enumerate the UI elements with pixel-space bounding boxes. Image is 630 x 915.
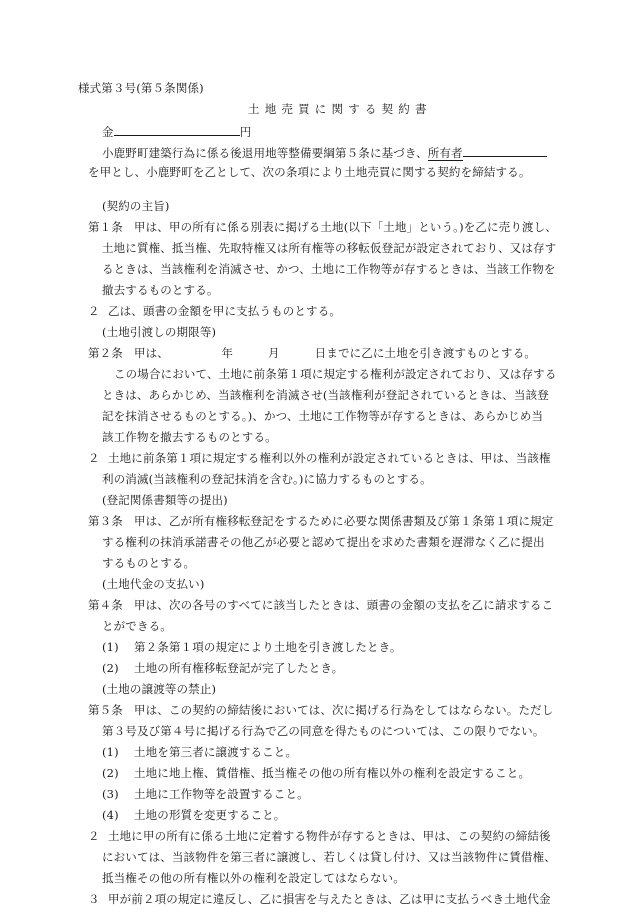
document-title: 土地売買に関する契約書 (248, 102, 432, 116)
article-2-continuation: 記を抹消させるものとする。)、かつ、土地に工作物等が存するときは、あらかじめ当 (102, 409, 544, 423)
article-4-text: 甲は、次の各号のすべてに該当したときは、頭書の金額の支払を乙に請求するこ (134, 598, 554, 612)
amount-blank (114, 120, 240, 136)
article-5-paragraph-2 (88, 826, 551, 848)
article-5-label: 第５条 (88, 703, 123, 717)
article-5-first-line (88, 700, 553, 722)
article-5-heading: (土地の譲渡等の禁止) (102, 682, 217, 696)
form-id: 様式第３号(第５条関係) (78, 81, 204, 95)
paragraph-label: ２ (88, 451, 100, 465)
article-1-label: 第１条 (88, 220, 123, 234)
paragraph-text: 土地に前条第１項に規定する権利以外の権利が設定されているときは、甲は、当該権 (108, 451, 551, 465)
article-4-line: とができる。 (102, 619, 172, 633)
item-text: 第２条第１項の規定により土地を引き渡したとき。 (134, 640, 402, 654)
article-1-first-line (88, 217, 557, 239)
article-3-line: するものとする。 (102, 556, 196, 570)
article-1-heading: (契約の主旨) (102, 199, 170, 213)
article-5-paragraph-2-line: 抵当権その他の所有権以外の権利を設定してはならない。 (102, 871, 405, 885)
paragraph-text: 土地に甲の所有に係る土地に定着する物件が存するときは、甲は、この契約の締結後 (108, 829, 551, 843)
paragraph-label: ２ (88, 304, 100, 318)
article-3-line: する権利の抹消承諾書その他乙が必要と認めて提出を求めた書類を遅滞なく乙に提出 (102, 535, 545, 549)
article-5-paragraph-3 (88, 889, 551, 911)
article-2-label: 第２条 (88, 346, 123, 360)
amount-suffix: 円 (239, 125, 252, 139)
paragraph-text: 乙は、頭書の金額を甲に支払うものとする。 (108, 304, 341, 318)
item-text: 土地の形質を変更すること。 (134, 808, 286, 822)
article-2-continuation: この場合において、土地に前条第１項に規定する権利が設定されており、又は存する (114, 367, 557, 381)
intro-line-2: を甲とし、小鹿野町を乙として、次の条項により土地売買に関する契約を締結する。 (88, 165, 531, 179)
article-3-label: 第３条 (88, 514, 123, 528)
article-1-paragraph-2 (88, 301, 341, 323)
item-text: 土地の所有権移転登記が完了したとき。 (134, 661, 344, 675)
article-2-continuation: ときは、あらかじめ、当該権利を消滅させ(当該権利が登記されているときは、当該登 (102, 388, 549, 402)
intro-line-1 (102, 141, 547, 165)
article-4-heading: (土地代金の支払い) (102, 577, 205, 591)
article-2-heading: (土地引渡しの期限等) (102, 325, 217, 339)
paragraph-label: ２ (88, 829, 100, 843)
article-5-text: 甲は、この契約の締結後においては、次に掲げる行為をしてはならない。ただし (134, 703, 554, 717)
article-4-label: 第４条 (88, 598, 123, 612)
intro-text: 小鹿野町建築行為に係る後退用地等整備要綱第５条に基づき、 (102, 146, 428, 160)
article-2-paragraph-2 (88, 448, 551, 470)
item-label: (1) (102, 745, 119, 759)
item-label: (1) (102, 640, 119, 654)
article-3-first-line (88, 511, 553, 533)
article-2-continuation: 該工作物を撤去するものとする。 (102, 430, 277, 444)
article-1-line: 撤去するものとする。 (102, 283, 219, 297)
article-2-text: 甲は、 年 月 日までに乙に土地を引き渡すものとする。 (134, 346, 536, 360)
article-1-line: るときは、当該権利を消滅させ、かつ、土地に工作物等が存するときは、当該工作物を (102, 262, 556, 276)
article-4-item-2 (102, 658, 343, 680)
item-label: (4) (102, 808, 119, 822)
article-1-line: 土地に質権、抵当権、先取特権又は所有権等の移転仮登記が設定されており、又は存す (102, 241, 557, 255)
item-label: (2) (102, 766, 119, 780)
amount-row (102, 120, 251, 144)
item-text: 土地に工作物等を設置すること。 (134, 787, 309, 801)
item-text: 土地に地上権、賃借権、抵当権その他の所有権以外の権利を設定すること。 (134, 766, 531, 780)
article-4-item-1 (102, 637, 402, 659)
article-3-heading: (登記関係書類等の提出) (102, 493, 228, 507)
item-label: (2) (102, 661, 119, 675)
owner-blank (463, 141, 547, 157)
article-3-text: 甲は、乙が所有権移転登記をするために必要な関係書類及び第１条第１項に規定 (134, 514, 554, 528)
item-label: (3) (102, 787, 119, 801)
paragraph-label: ３ (88, 892, 100, 906)
article-5-item-3 (102, 784, 309, 806)
owner-label: 所有者 (427, 146, 463, 160)
article-1-text: 甲は、甲の所有に係る別表に掲げる土地(以下「土地」という。)を乙に売り渡し、 (134, 220, 557, 234)
paragraph-text: 甲が前２項の規定に違反し、乙に損害を与えたときは、乙は甲に支払うべき土地代金 (108, 892, 551, 906)
article-2-paragraph-2-line: 利の消滅(当該権利の登記抹消を含む。)に協力するものとする。 (102, 472, 432, 486)
article-4-first-line (88, 595, 553, 617)
article-2-first-line (88, 343, 536, 365)
article-5-item-1 (102, 742, 297, 764)
article-5-line: 第３号及び第４号に掲げる行為で乙の同意を得たものについては、この限りでない。 (102, 724, 545, 738)
article-5-paragraph-2-line: においては、当該物件を第三者に譲渡し、若しくは貸し付け、又は当該物件に賃借権、 (102, 850, 556, 864)
article-5-item-2 (102, 763, 530, 785)
amount-prefix: 金 (102, 125, 114, 139)
item-text: 土地を第三者に譲渡すること。 (134, 745, 298, 759)
article-5-item-4 (102, 805, 285, 827)
